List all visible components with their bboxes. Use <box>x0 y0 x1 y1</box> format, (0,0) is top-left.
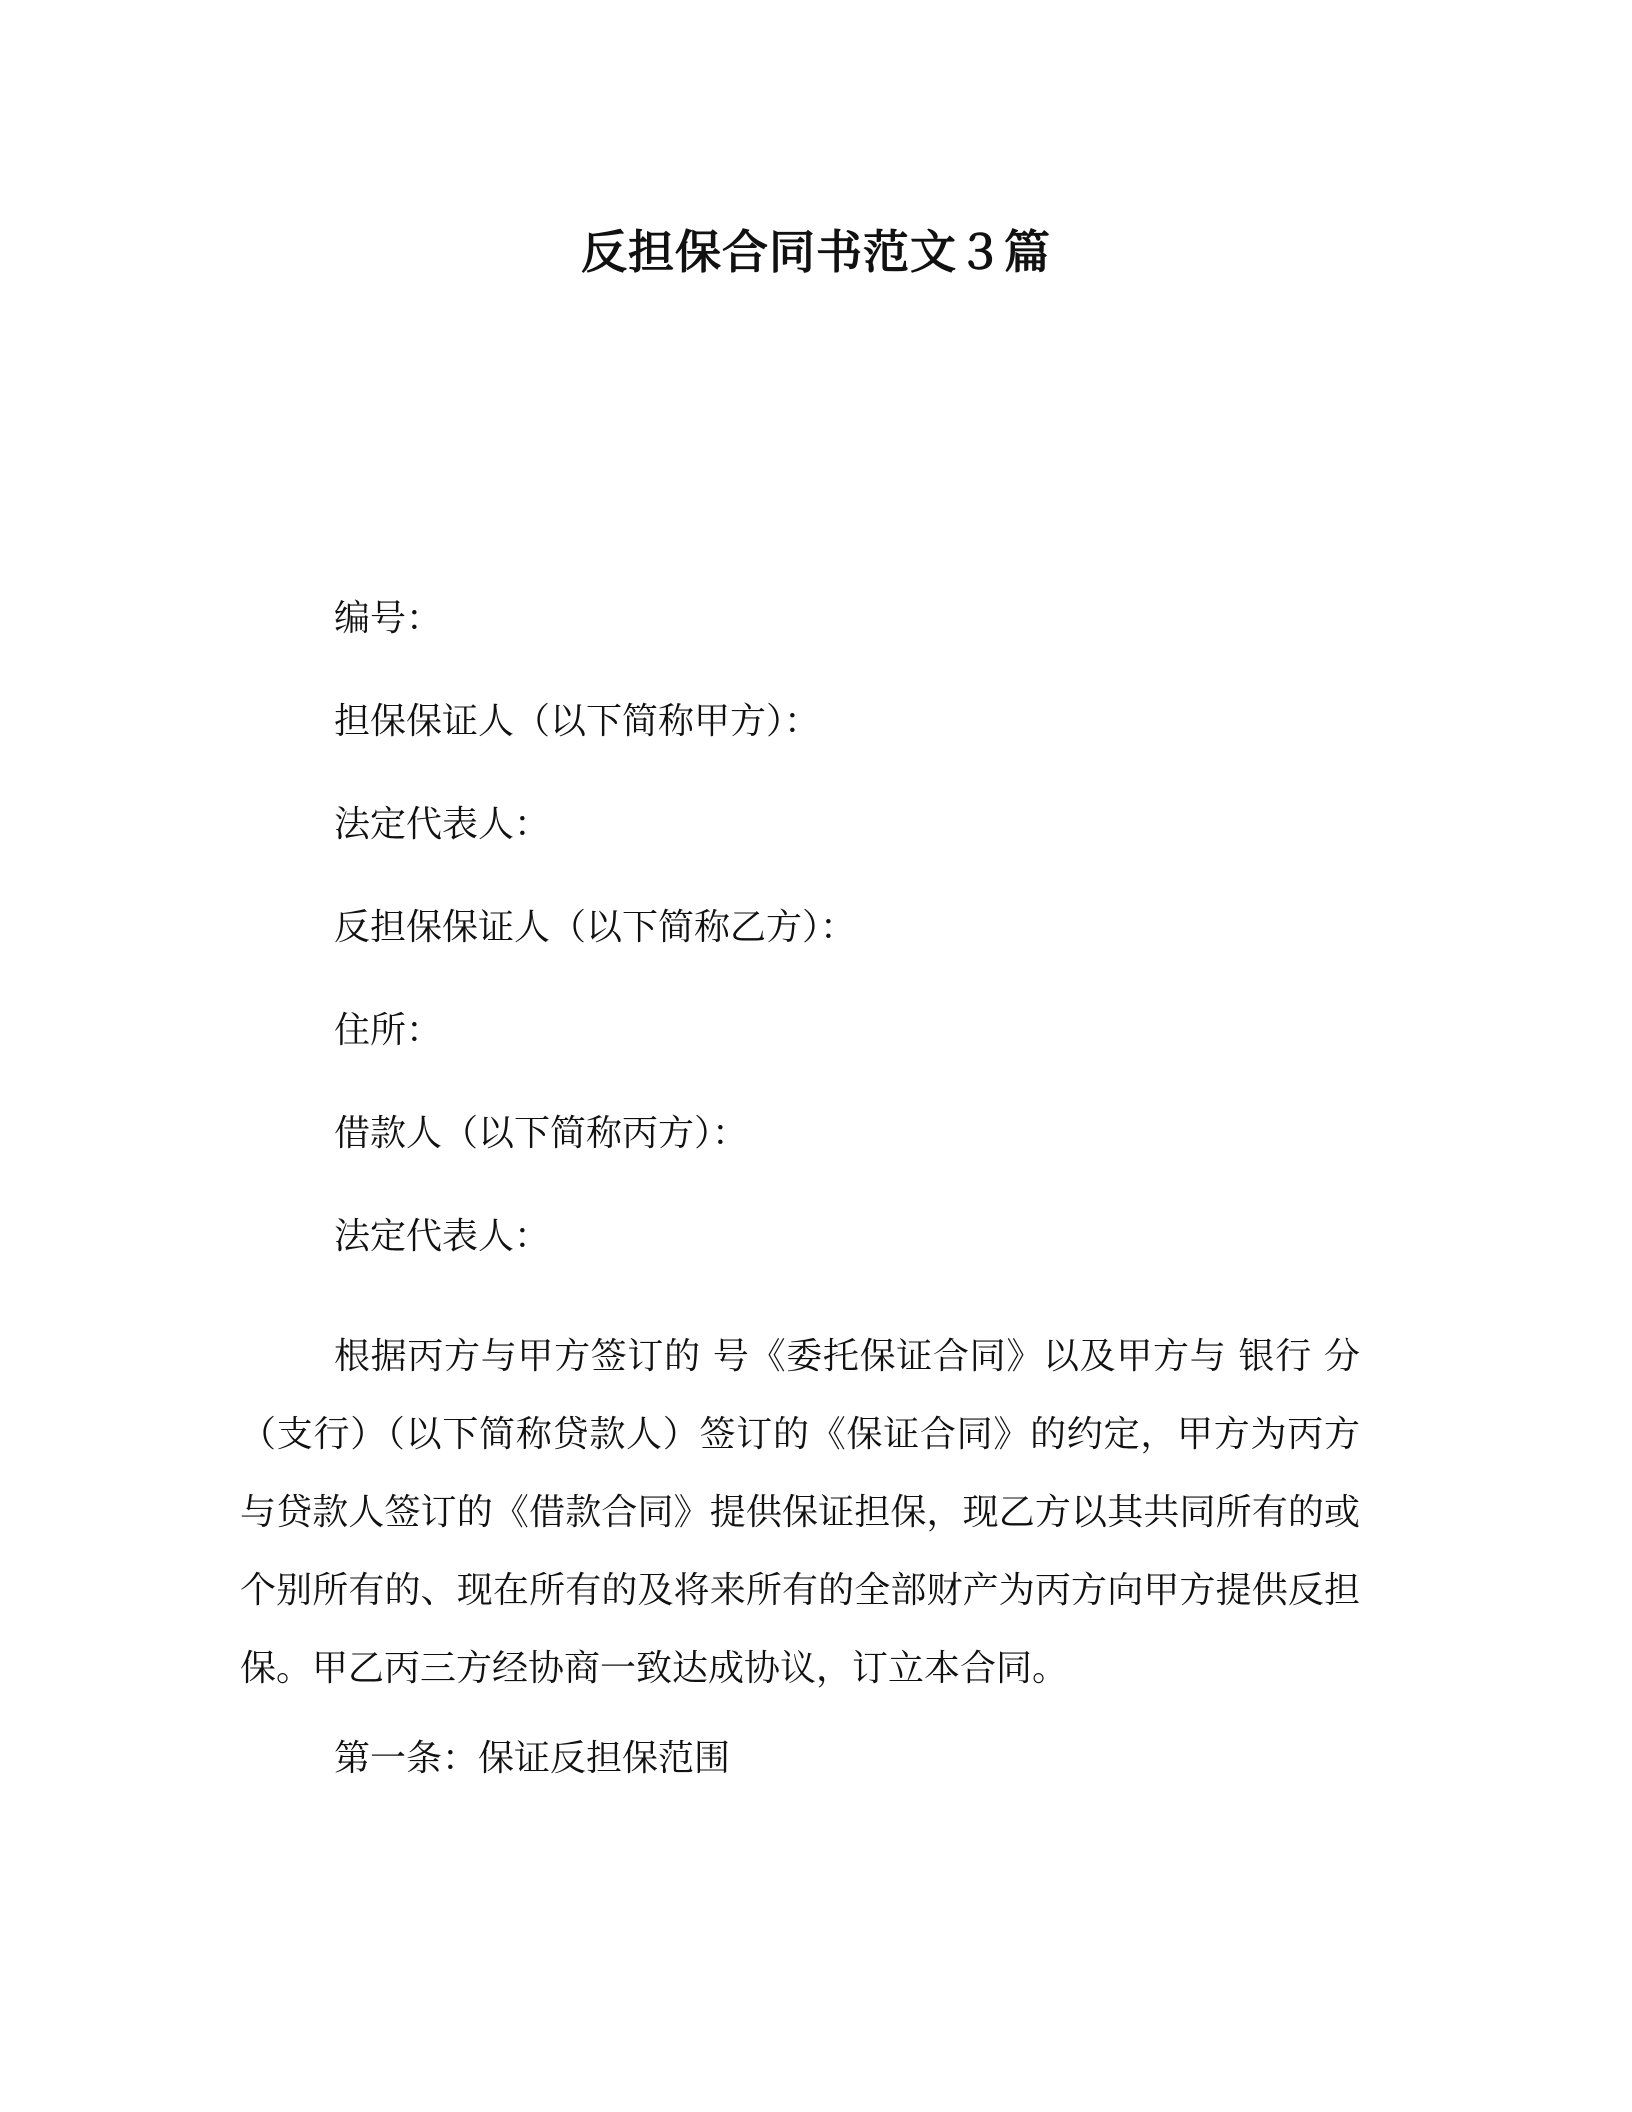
section-1-heading: 第一条：保证反担保范围 <box>334 1738 731 1779</box>
field-counter-guarantor: 反担保保证人（以下简称乙方）： <box>334 907 857 948</box>
field-address: 住所： <box>334 1010 443 1051</box>
field-borrower: 借款人（以下简称丙方）： <box>334 1113 749 1154</box>
field-legal-representative-1: 法定代表人： <box>334 804 551 845</box>
field-legal-representative-2: 法定代表人： <box>334 1216 551 1257</box>
field-guarantor: 担保保证人（以下简称甲方）： <box>334 701 821 742</box>
preamble-paragraph: 根据丙方与甲方签订的 号《委托保证合同》以及甲方与 银行 分（支行）（以下简称贷款人）签订的《保证合同》的约定，甲方为丙方与贷款人签订的《借款合同》提供保证担保，现乙方以其共同所有的或个别所有的、现在所有的及将来所有的全部财产为丙方向甲方提供反担保。甲乙丙三方经协商一致达成协议，订立本合同。 <box>240 1336 1360 1689</box>
field-serial-number: 编号： <box>334 598 443 639</box>
document-title: 反担保合同书范文３篇 <box>581 225 1051 279</box>
